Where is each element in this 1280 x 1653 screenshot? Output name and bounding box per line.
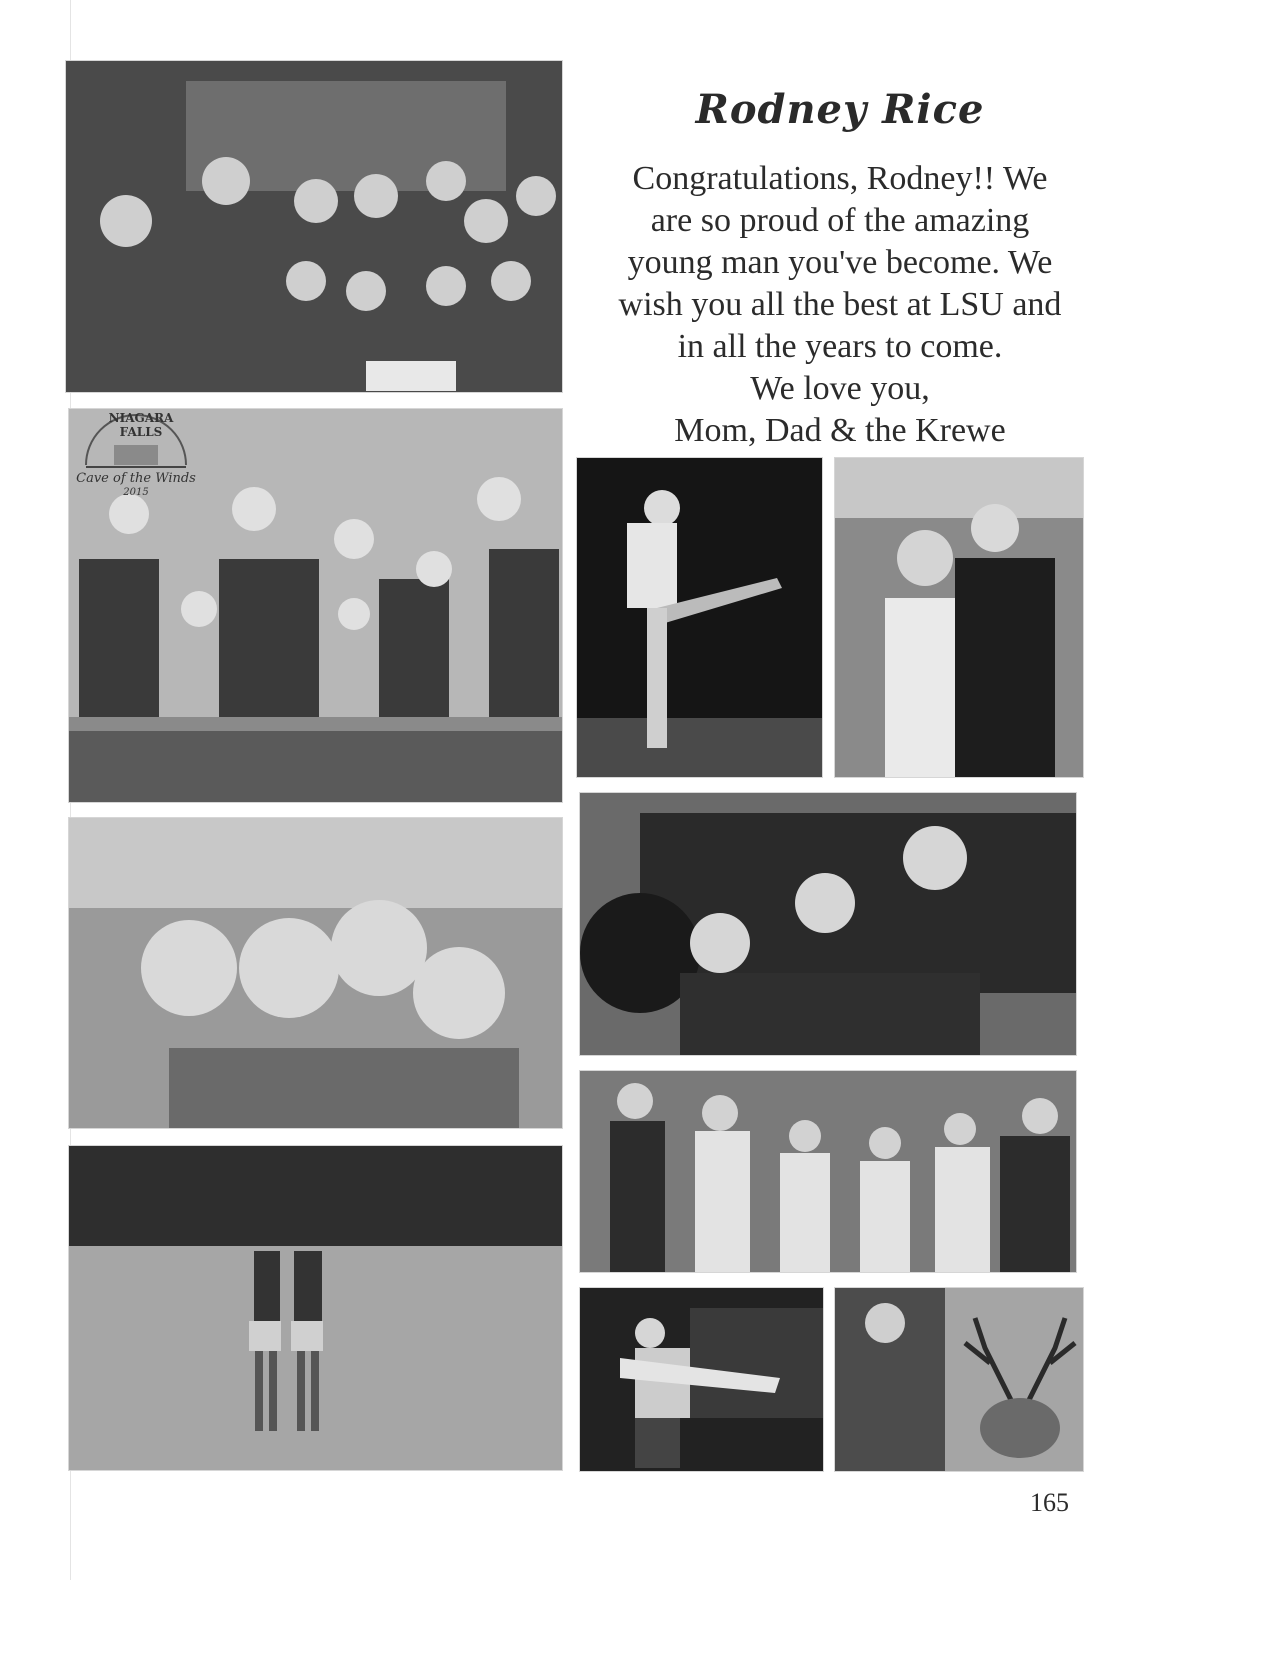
page-number: 165 [1030,1488,1069,1517]
friends-photo-icon [580,1071,1076,1272]
outdoor-photo-icon [69,1146,562,1470]
family-group-photo-icon [66,61,562,392]
logo-script-text: Cave of the Winds [76,471,196,486]
photo-jeep-father-sons [580,793,1076,1055]
photo-hunter-with-deer [835,1288,1083,1471]
photo-six-boys-friends [580,1071,1076,1272]
photo-four-boys-hug [69,818,562,1128]
photo-two-boys-field [69,1146,562,1470]
children-photo-icon [69,818,562,1128]
message-line: Congratulations, Rodney!! We [632,160,1048,197]
logo-year: 2015 [123,487,149,498]
logo-arc-text: NIAGARA FALLS [108,411,174,439]
hunting-photo-icon [835,1288,1083,1471]
portrait-photo-icon [835,458,1083,777]
tribute-message [585,158,1095,452]
photo-family-birthday [66,61,562,392]
sports-photo-icon [577,458,822,777]
message-line: in all the years to come. [677,328,1003,365]
photo-mother-son-formal [835,458,1083,777]
photo-football-kicker [577,458,822,777]
message-line: are so proud of the amazing [650,202,1030,239]
niagara-falls-logo [66,405,206,505]
page-title: Rodney Rice [695,86,985,133]
message-line: We love you, [750,370,930,407]
message-line: Mom, Dad & the Krewe [674,412,1006,449]
children-photo-icon [580,1288,823,1471]
message-line: young man you've become. We [627,244,1053,281]
message-line: wish you all the best at LSU and [618,286,1062,323]
photo-boy-carrying-girl [580,1288,823,1471]
outdoor-photo-icon [580,793,1076,1055]
